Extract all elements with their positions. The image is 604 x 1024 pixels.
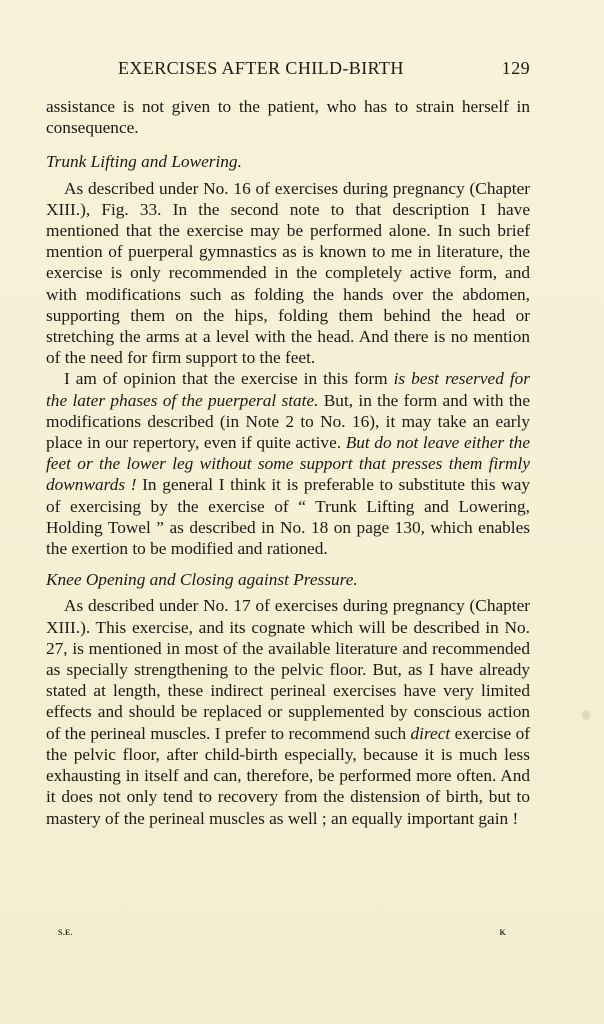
running-title: EXERCISES AFTER CHILD-BIRTH xyxy=(118,58,404,78)
text-run: In general I think it is preferable to substitute this way of exercising by the exercise of “ Trunk Lifting and Lowering, Holding Towel ” as described in No. 18 on page 130, which enables the exertion to be modified and rationed. xyxy=(46,475,531,559)
paragraph-trunk-description: As described under No. 16 of exercises during pregnancy (Chapter XIII.), Fig. 33. In the second note to that description I have mentioned that the exercise may be performed alone. In such brief mention of puerperal gymnastics as is known to me in literature, the exercise is only recommended in the completely active form, and with modifications such as folding the hands over the abdomen, supporting them on the hips, folding them behind the head or stretching the arms at a level with the head. And there is no mention of the need for firm support to the feet. xyxy=(46,178,530,368)
emphasis-run: is best reserved for the later phases of the puerperal state. xyxy=(46,369,530,410)
signature-mark-left: S.E. xyxy=(58,928,73,937)
emphasis-run: But do not leave either the feet or the lower leg without some support that presses them firmly downwards ! xyxy=(46,433,530,495)
text-run: As described under No. 17 of exercises during pregnancy (Chapter XIII.). This exercise, and its cognate which will be described in No. 27, is mentioned in most of the available literature and recommended as specially strengthening to the pelvic floor. But, as I have already stated at length, these indirect perineal exercises have very limited effects and should be replaced or supplemented by conscious action of the perineal muscles. I prefer to recommend such xyxy=(46,596,530,743)
section-heading-knee-opening: Knee Opening and Closing against Pressure. xyxy=(46,570,358,590)
continued-paragraph: assistance is not given to the patient, who has to strain herself in consequence. xyxy=(46,97,530,138)
signature-mark-right: K xyxy=(499,928,506,937)
printer-signatures xyxy=(46,928,530,942)
running-head xyxy=(46,58,530,84)
text-run: exercise of the pelvic floor, after child-birth especially, because it is much less exhausting in itself and can, therefore, be performed more often. And it does not only tend to recovery from the distension of birth, but to mastery of the perineal muscles as well ; an equally important gain ! xyxy=(46,723,530,828)
text-run: I am of opinion that the exercise in this form xyxy=(64,369,394,389)
paragraph-knee-description xyxy=(46,595,530,828)
body-text xyxy=(46,96,530,829)
emphasis-run: direct xyxy=(410,723,451,743)
text-run: But, in the form and with the modifications described (in Note 2 to No. 16), it may take an early place in our repertory, even if quite active. xyxy=(46,390,530,453)
page-number: 129 xyxy=(501,58,530,78)
section-heading-trunk-lifting: Trunk Lifting and Lowering. xyxy=(46,152,242,172)
paragraph-trunk-opinion xyxy=(46,368,530,559)
paper-stain xyxy=(582,710,590,720)
